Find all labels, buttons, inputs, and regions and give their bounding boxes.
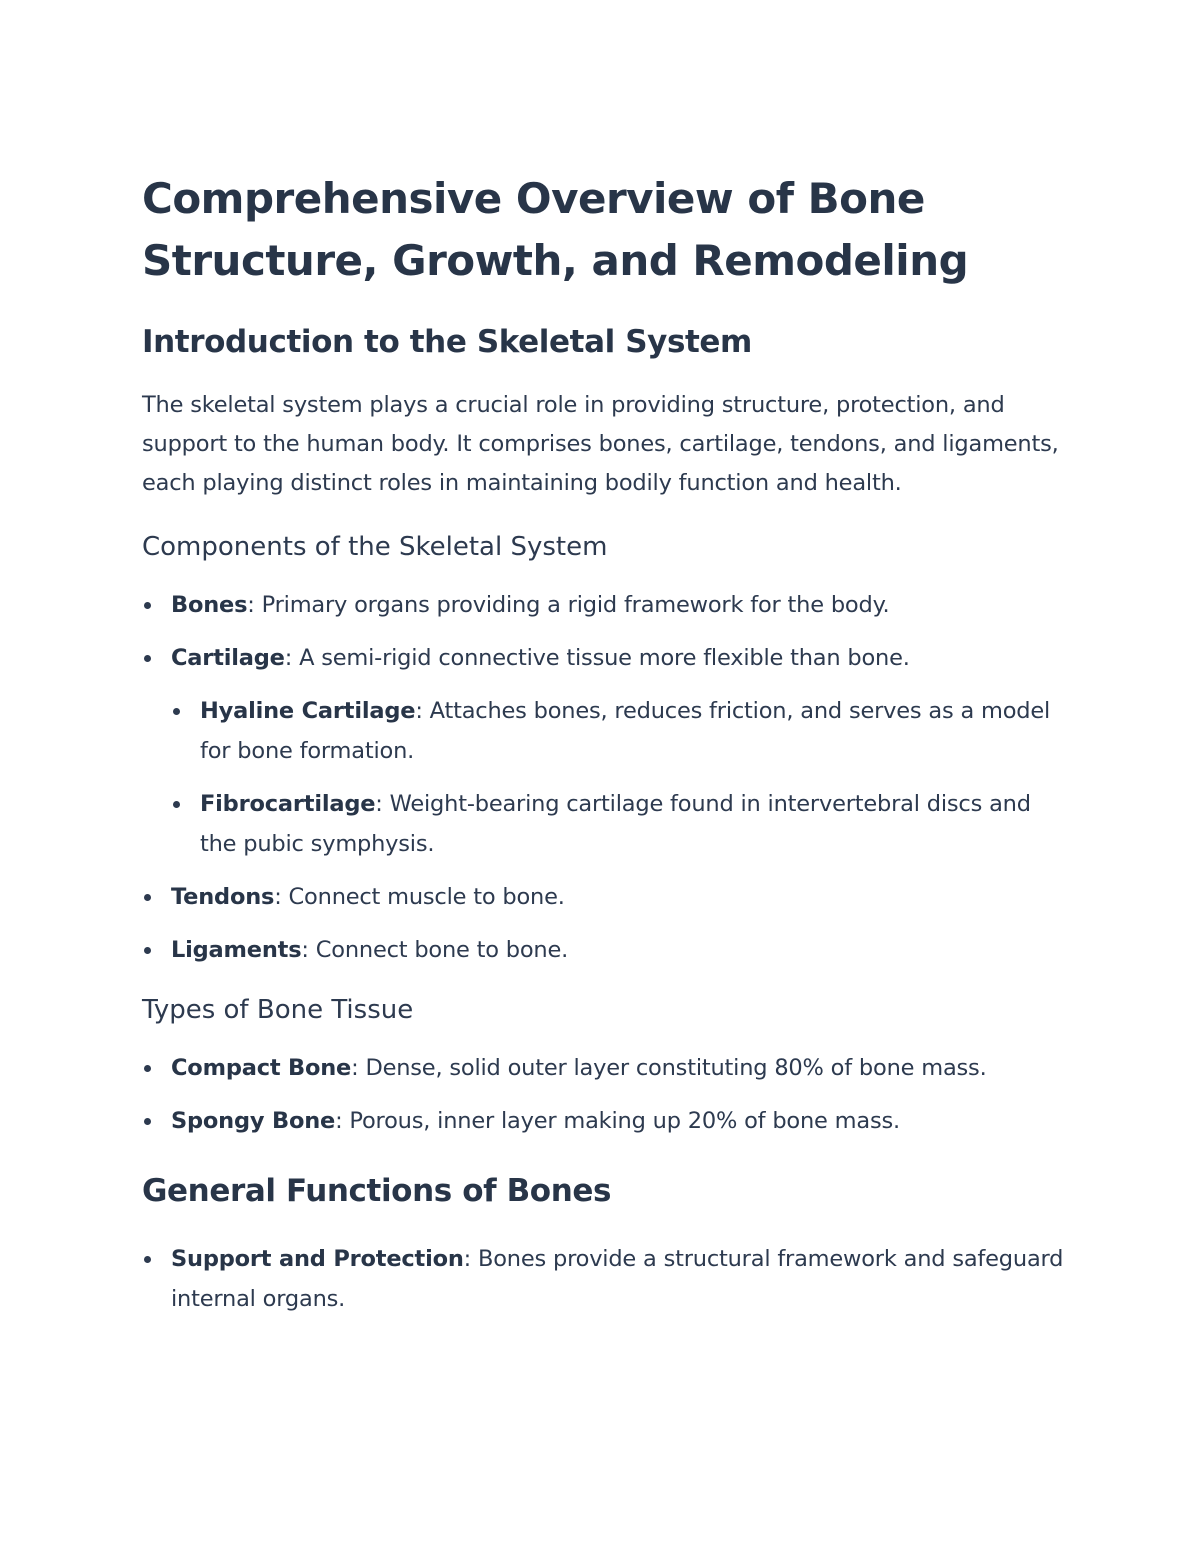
term: Spongy Bone — [171, 1108, 336, 1134]
list-item — [171, 691, 1072, 771]
functions-heading: General Functions of Bones — [142, 1173, 612, 1209]
term: Fibrocartilage — [200, 791, 376, 817]
list-item — [142, 638, 1072, 864]
term: Hyaline Cartilage — [200, 698, 416, 724]
document-page — [142, 168, 1072, 1332]
list-item — [142, 877, 1072, 917]
term: Support and Protection — [171, 1246, 464, 1272]
description: : Connect muscle to bone. — [274, 884, 565, 910]
cartilage-sublist — [171, 691, 1072, 864]
description: : Attaches bones, reduces friction, and serves as a model for bone formation. — [200, 698, 1051, 764]
description: : Bones provide a structural framework and safeguard internal organs. — [171, 1246, 1064, 1312]
description: : Weight-bearing cartilage found in intervertebral discs and the pubic symphysis. — [200, 791, 1031, 857]
description: : Primary organs providing a rigid framework for the body. — [247, 592, 890, 618]
list-item — [142, 1048, 1072, 1088]
description: : Porous, inner layer making up 20% of bone mass. — [335, 1108, 900, 1134]
intro-paragraph: The skeletal system plays a crucial role in providing structure, protection, and support to the human body. It comprises bones, cartilage, tendons, and ligaments, each playing distinct roles in maintaining bodily function and health. — [142, 392, 1059, 496]
intro-heading: Introduction to the Skeletal System — [142, 324, 752, 360]
term: Cartilage — [171, 645, 285, 671]
description: : A semi-rigid connective tissue more flexible than bone. — [284, 645, 910, 671]
description: : Connect bone to bone. — [301, 937, 569, 963]
term: Compact Bone — [171, 1055, 352, 1081]
list-item — [142, 930, 1072, 970]
list-item — [171, 784, 1072, 864]
tissue-list — [142, 1048, 1072, 1141]
list-item — [142, 1239, 1072, 1319]
document-title: Comprehensive Overview of Bone Structure, Growth, and Remodeling — [142, 174, 969, 285]
list-item — [142, 585, 1072, 625]
tissue-heading: Types of Bone Tissue — [142, 995, 414, 1025]
components-list — [142, 585, 1072, 970]
description: : Dense, solid outer layer constituting 80% of bone mass. — [351, 1055, 987, 1081]
term: Bones — [171, 592, 248, 618]
components-heading: Components of the Skeletal System — [142, 532, 608, 562]
functions-list — [142, 1239, 1072, 1319]
term: Ligaments — [171, 937, 302, 963]
list-item — [142, 1101, 1072, 1141]
term: Tendons — [171, 884, 275, 910]
